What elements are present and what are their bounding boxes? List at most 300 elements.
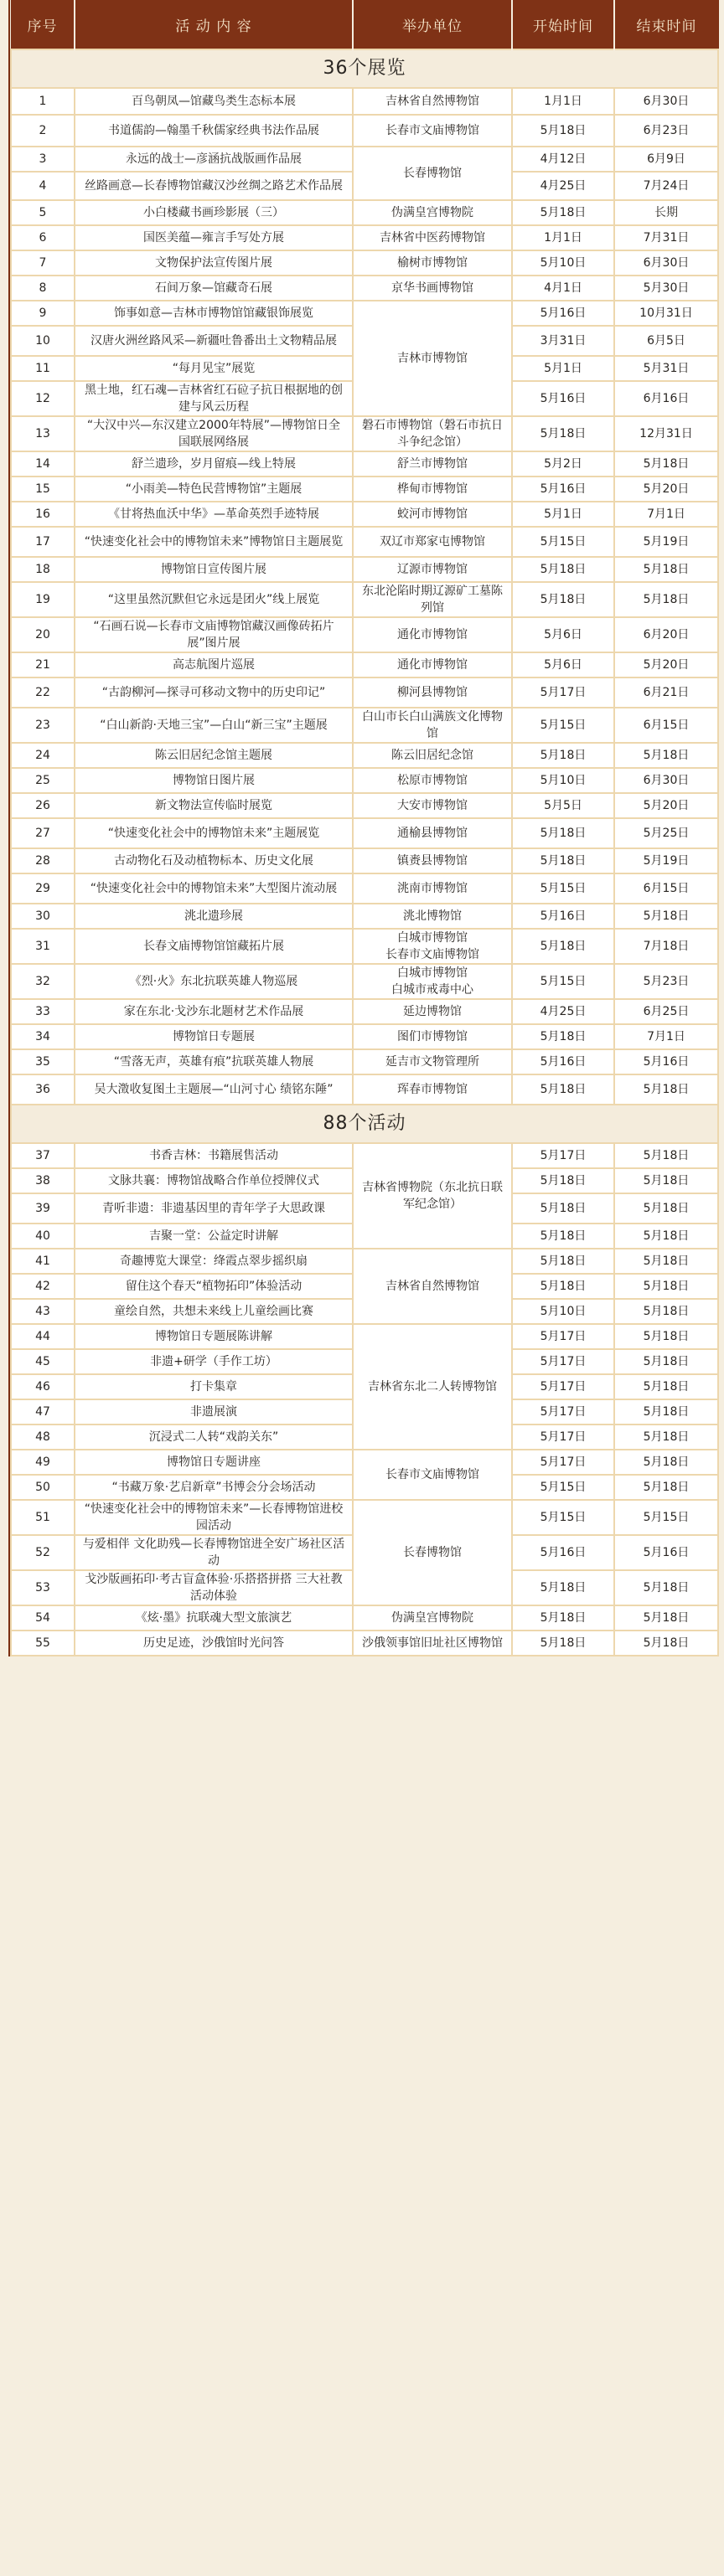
start-date: 4月25日 — [512, 999, 614, 1024]
table-row — [11, 1249, 718, 1274]
table-row — [11, 873, 718, 904]
event-title: 百鸟朝凤—馆藏鸟类生态标本展 — [75, 88, 353, 115]
table-row — [11, 1324, 718, 1349]
event-title: 文物保护法宣传图片展 — [75, 250, 353, 276]
organizer: 通化市博物馆 — [353, 652, 512, 677]
start-date: 5月18日 — [512, 1074, 614, 1105]
end-date: 5月19日 — [614, 848, 718, 873]
event-title: 博物馆日专题展 — [75, 1024, 353, 1049]
table-row — [11, 1450, 718, 1475]
organizer: 白城市博物馆 长春市文庙博物馆 — [353, 929, 512, 964]
start-date: 5月18日 — [512, 1605, 614, 1631]
start-date: 5月18日 — [512, 1168, 614, 1193]
end-date: 5月18日 — [614, 1249, 718, 1274]
section-row — [11, 49, 718, 88]
end-date: 6月15日 — [614, 708, 718, 743]
organizer: 通榆县博物馆 — [353, 818, 512, 848]
event-title: 青听非遗：非遗基因里的青年学子大思政课 — [75, 1193, 353, 1224]
table-row — [11, 1024, 718, 1049]
table-row — [11, 652, 718, 677]
row-number: 52 — [11, 1535, 75, 1570]
organizer: 吉林市博物馆 — [353, 301, 512, 416]
end-date: 6月21日 — [614, 677, 718, 708]
end-date: 5月18日 — [614, 1324, 718, 1349]
table-row — [11, 708, 718, 743]
end-date: 长期 — [614, 200, 718, 225]
event-title: “快速变化社会中的博物馆未来”主题展览 — [75, 818, 353, 848]
table-row — [11, 904, 718, 929]
row-number: 38 — [11, 1168, 75, 1193]
end-date: 6月25日 — [614, 999, 718, 1024]
organizer: 白山市长白山满族文化博物馆 — [353, 708, 512, 743]
row-number: 14 — [11, 451, 75, 477]
event-title: 石间万象—馆藏奇石展 — [75, 276, 353, 301]
row-number: 50 — [11, 1475, 75, 1500]
organizer: 洮南市博物馆 — [353, 873, 512, 904]
event-title: 饰事如意—吉林市博物馆馆藏银饰展览 — [75, 301, 353, 326]
event-title: “这里虽然沉默但它永远是团火”线上展览 — [75, 582, 353, 617]
event-title: 留住这个春天“植物拓印”体验活动 — [75, 1274, 353, 1299]
start-date: 5月15日 — [512, 527, 614, 557]
event-title: “快速变化社会中的博物馆未来”—长春博物馆进校园活动 — [75, 1500, 353, 1535]
event-title: “雪落无声，英雄有痕”抗联英雄人物展 — [75, 1049, 353, 1074]
table-row — [11, 743, 718, 768]
table-row — [11, 1074, 718, 1105]
organizer: 舒兰市博物馆 — [353, 451, 512, 477]
organizer: 延吉市文物管理所 — [353, 1049, 512, 1074]
start-date: 5月18日 — [512, 929, 614, 964]
start-date: 5月17日 — [512, 1399, 614, 1425]
row-number: 49 — [11, 1450, 75, 1475]
row-number: 54 — [11, 1605, 75, 1631]
organizer: 长春市文庙博物馆 — [353, 115, 512, 147]
organizer: 长春博物馆 — [353, 1500, 512, 1605]
event-title: 非遗展演 — [75, 1399, 353, 1425]
start-date: 5月18日 — [512, 200, 614, 225]
start-date: 5月10日 — [512, 250, 614, 276]
start-date: 5月10日 — [512, 768, 614, 793]
row-number: 32 — [11, 964, 75, 999]
event-title: 古动物化石及动植物标本、历史文化展 — [75, 848, 353, 873]
table-row — [11, 848, 718, 873]
section-row — [11, 1105, 718, 1143]
end-date: 5月18日 — [614, 451, 718, 477]
organizer: 桦甸市博物馆 — [353, 477, 512, 502]
row-number: 5 — [11, 200, 75, 225]
event-title: “石画石说—长春市文庙博物馆藏汉画像砖拓片展”图片展 — [75, 617, 353, 652]
start-date: 5月18日 — [512, 557, 614, 582]
row-number: 28 — [11, 848, 75, 873]
table-row — [11, 301, 718, 326]
end-date: 5月18日 — [614, 904, 718, 929]
start-date: 5月18日 — [512, 1024, 614, 1049]
row-number: 37 — [11, 1143, 75, 1168]
end-date: 5月18日 — [614, 1143, 718, 1168]
table-row — [11, 818, 718, 848]
organizer: 长春市文庙博物馆 — [353, 1450, 512, 1500]
start-date: 5月16日 — [512, 477, 614, 502]
end-date: 6月16日 — [614, 381, 718, 416]
table-row — [11, 451, 718, 477]
organizer: 伪满皇宫博物院 — [353, 1605, 512, 1631]
table-row — [11, 557, 718, 582]
start-date: 5月17日 — [512, 1324, 614, 1349]
event-title: 家在东北·戈沙东北题材艺术作品展 — [75, 999, 353, 1024]
event-title: 戈沙版画拓印·考古盲盒体验·乐搭搭拼搭 三大社教活动体验 — [75, 1570, 353, 1605]
start-date: 5月17日 — [512, 677, 614, 708]
organizer: 沙俄领事馆旧址社区博物馆 — [353, 1631, 512, 1656]
table-row — [11, 929, 718, 964]
row-number: 26 — [11, 793, 75, 818]
organizer: 吉林省东北二人转博物馆 — [353, 1324, 512, 1450]
row-number: 9 — [11, 301, 75, 326]
event-title: “小雨美—特色民营博物馆”主题展 — [75, 477, 353, 502]
row-number: 45 — [11, 1349, 75, 1374]
event-title: 黑土地，红石魂—吉林省红石砬子抗日根据地的创建与风云历程 — [75, 381, 353, 416]
table-row — [11, 115, 718, 147]
table-row — [11, 88, 718, 115]
end-date: 5月31日 — [614, 356, 718, 381]
row-number: 39 — [11, 1193, 75, 1224]
end-date: 5月18日 — [614, 1074, 718, 1105]
event-title: “书藏万象·艺启新章”书博会分会场活动 — [75, 1475, 353, 1500]
organizer: 白城市博物馆 白城市戒毒中心 — [353, 964, 512, 999]
organizer: 吉林省中医药博物馆 — [353, 225, 512, 250]
start-date: 5月16日 — [512, 301, 614, 326]
row-number: 48 — [11, 1425, 75, 1450]
end-date: 5月30日 — [614, 276, 718, 301]
row-number: 12 — [11, 381, 75, 416]
row-number: 21 — [11, 652, 75, 677]
end-date: 5月15日 — [614, 1500, 718, 1535]
event-title: 小白楼藏书画珍影展（三） — [75, 200, 353, 225]
table-header — [11, 0, 718, 49]
event-title: 永远的战士—彦涵抗战版画作品展 — [75, 147, 353, 172]
event-title: 洮北遗珍展 — [75, 904, 353, 929]
header-end: 结束时间 — [614, 0, 718, 49]
organizer: 伪满皇宫博物院 — [353, 200, 512, 225]
row-number: 41 — [11, 1249, 75, 1274]
end-date: 5月20日 — [614, 793, 718, 818]
table-row — [11, 582, 718, 617]
event-title: “大汉中兴—东汉建立2000年特展”—博物馆日全国联展网络展 — [75, 416, 353, 451]
start-date: 4月12日 — [512, 147, 614, 172]
end-date: 5月18日 — [614, 1168, 718, 1193]
row-number: 20 — [11, 617, 75, 652]
end-date: 5月18日 — [614, 1450, 718, 1475]
organizer: 磐石市博物馆（磐石市抗日斗争纪念馆） — [353, 416, 512, 451]
row-number: 1 — [11, 88, 75, 115]
organizer: 蛟河市博物馆 — [353, 502, 512, 527]
table-row — [11, 1049, 718, 1074]
event-title: 文脉共襄：博物馆战略合作单位授牌仪式 — [75, 1168, 353, 1193]
end-date: 6月30日 — [614, 88, 718, 115]
event-title: 博物馆日专题展陈讲解 — [75, 1324, 353, 1349]
organizer: 大安市博物馆 — [353, 793, 512, 818]
organizer: 吉林省自然博物馆 — [353, 88, 512, 115]
event-title: “快速变化社会中的博物馆未来”大型图片流动展 — [75, 873, 353, 904]
table-row — [11, 999, 718, 1024]
start-date: 5月17日 — [512, 1143, 614, 1168]
event-title: 奇趣博览大课堂：绛霞点翠步摇织扇 — [75, 1249, 353, 1274]
event-title: 沉浸式二人转“戏韵关东” — [75, 1425, 353, 1450]
row-number: 30 — [11, 904, 75, 929]
end-date: 5月18日 — [614, 1399, 718, 1425]
organizer: 通化市博物馆 — [353, 617, 512, 652]
start-date: 5月15日 — [512, 708, 614, 743]
row-number: 31 — [11, 929, 75, 964]
row-number: 16 — [11, 502, 75, 527]
organizer: 长春博物馆 — [353, 147, 512, 200]
end-date: 7月18日 — [614, 929, 718, 964]
table-row — [11, 477, 718, 502]
end-date: 6月20日 — [614, 617, 718, 652]
end-date: 5月18日 — [614, 1193, 718, 1224]
end-date: 5月25日 — [614, 818, 718, 848]
event-title: “每月见宝”展览 — [75, 356, 353, 381]
event-title: “古韵柳河—探寻可移动文物中的历史印记” — [75, 677, 353, 708]
row-number: 3 — [11, 147, 75, 172]
start-date: 5月17日 — [512, 1349, 614, 1374]
end-date: 5月18日 — [614, 1274, 718, 1299]
row-number: 53 — [11, 1570, 75, 1605]
start-date: 5月15日 — [512, 1500, 614, 1535]
organizer: 延边博物馆 — [353, 999, 512, 1024]
event-title: “快速变化社会中的博物馆未来”博物馆日主题展览 — [75, 527, 353, 557]
row-number: 6 — [11, 225, 75, 250]
end-date: 7月1日 — [614, 502, 718, 527]
row-number: 42 — [11, 1274, 75, 1299]
start-date: 5月10日 — [512, 1299, 614, 1324]
start-date: 5月6日 — [512, 652, 614, 677]
start-date: 4月25日 — [512, 172, 614, 200]
event-title: 吴大澂收复图土主题展—“山河寸心 绩铭东陲” — [75, 1074, 353, 1105]
end-date: 12月31日 — [614, 416, 718, 451]
end-date: 5月20日 — [614, 652, 718, 677]
end-date: 6月15日 — [614, 873, 718, 904]
row-number: 10 — [11, 326, 75, 356]
table-row — [11, 416, 718, 451]
start-date: 5月18日 — [512, 1193, 614, 1224]
section-title: 88个活动 — [11, 1105, 718, 1143]
organizer: 镇赉县博物馆 — [353, 848, 512, 873]
start-date: 5月15日 — [512, 964, 614, 999]
event-title: 陈云旧居纪念馆主题展 — [75, 743, 353, 768]
start-date: 5月18日 — [512, 1570, 614, 1605]
table-row — [11, 964, 718, 999]
event-title: 博物馆日宣传图片展 — [75, 557, 353, 582]
end-date: 5月18日 — [614, 1475, 718, 1500]
event-title: 打卡集章 — [75, 1374, 353, 1399]
table-row — [11, 1500, 718, 1535]
organizer: 柳河县博物馆 — [353, 677, 512, 708]
end-date: 5月23日 — [614, 964, 718, 999]
event-title: 舒兰遗珍，岁月留痕—线上特展 — [75, 451, 353, 477]
start-date: 5月18日 — [512, 1224, 614, 1249]
end-date: 10月31日 — [614, 301, 718, 326]
event-title: 丝路画意—长春博物馆藏汉沙丝绸之路艺术作品展 — [75, 172, 353, 200]
row-number: 19 — [11, 582, 75, 617]
organizer: 吉林省博物院（东北抗日联军纪念馆） — [353, 1143, 512, 1249]
table-row — [11, 793, 718, 818]
start-date: 5月18日 — [512, 1249, 614, 1274]
event-title: 《甘将热血沃中华》—革命英烈手迹特展 — [75, 502, 353, 527]
row-number: 8 — [11, 276, 75, 301]
event-title: 博物馆日专题讲座 — [75, 1450, 353, 1475]
end-date: 5月18日 — [614, 1631, 718, 1656]
event-title: 国医美蕴—雍言手写处方展 — [75, 225, 353, 250]
section-title: 36个展览 — [11, 49, 718, 88]
table-row — [11, 250, 718, 276]
organizer: 榆树市博物馆 — [353, 250, 512, 276]
start-date: 5月18日 — [512, 1274, 614, 1299]
organizer: 辽源市博物馆 — [353, 557, 512, 582]
row-number: 51 — [11, 1500, 75, 1535]
organizer: 双辽市郑家屯博物馆 — [353, 527, 512, 557]
row-number: 17 — [11, 527, 75, 557]
start-date: 5月18日 — [512, 115, 614, 147]
start-date: 5月18日 — [512, 1631, 614, 1656]
organizer: 吉林省自然博物馆 — [353, 1249, 512, 1324]
end-date: 5月20日 — [614, 477, 718, 502]
row-number: 36 — [11, 1074, 75, 1105]
row-number: 35 — [11, 1049, 75, 1074]
event-title: 吉聚一堂：公益定时讲解 — [75, 1224, 353, 1249]
organizer: 陈云旧居纪念馆 — [353, 743, 512, 768]
row-number: 15 — [11, 477, 75, 502]
start-date: 4月1日 — [512, 276, 614, 301]
end-date: 5月16日 — [614, 1049, 718, 1074]
table-body — [11, 49, 718, 1656]
start-date: 5月16日 — [512, 1535, 614, 1570]
end-date: 7月31日 — [614, 225, 718, 250]
end-date: 5月18日 — [614, 1299, 718, 1324]
event-title: 历史足迹，沙俄馆时光问答 — [75, 1631, 353, 1656]
header-no: 序号 — [11, 0, 75, 49]
table-row — [11, 1605, 718, 1631]
start-date: 5月16日 — [512, 904, 614, 929]
start-date: 5月15日 — [512, 873, 614, 904]
start-date: 5月1日 — [512, 356, 614, 381]
row-number: 18 — [11, 557, 75, 582]
start-date: 5月18日 — [512, 818, 614, 848]
start-date: 1月1日 — [512, 88, 614, 115]
organizer: 京华书画博物馆 — [353, 276, 512, 301]
end-date: 6月30日 — [614, 768, 718, 793]
start-date: 5月16日 — [512, 381, 614, 416]
row-number: 40 — [11, 1224, 75, 1249]
row-number: 43 — [11, 1299, 75, 1324]
start-date: 5月18日 — [512, 416, 614, 451]
start-date: 5月17日 — [512, 1374, 614, 1399]
end-date: 7月1日 — [614, 1024, 718, 1049]
row-number: 11 — [11, 356, 75, 381]
event-title: 高志航图片巡展 — [75, 652, 353, 677]
row-number: 34 — [11, 1024, 75, 1049]
events-table-sheet — [8, 0, 719, 1656]
organizer: 东北沦陷时期辽源矿工墓陈列馆 — [353, 582, 512, 617]
row-number: 22 — [11, 677, 75, 708]
event-title: 长春文庙博物馆馆藏拓片展 — [75, 929, 353, 964]
end-date: 5月18日 — [614, 557, 718, 582]
event-title: 书道儒韵—翰墨千秋儒家经典书法作品展 — [75, 115, 353, 147]
event-title: 《烈·火》东北抗联英雄人物巡展 — [75, 964, 353, 999]
start-date: 5月17日 — [512, 1450, 614, 1475]
row-number: 44 — [11, 1324, 75, 1349]
start-date: 5月16日 — [512, 1049, 614, 1074]
start-date: 5月1日 — [512, 502, 614, 527]
table-row — [11, 276, 718, 301]
table-row — [11, 768, 718, 793]
end-date: 7月24日 — [614, 172, 718, 200]
end-date: 5月19日 — [614, 527, 718, 557]
organizer: 珲春市博物馆 — [353, 1074, 512, 1105]
end-date: 5月16日 — [614, 1535, 718, 1570]
row-number: 46 — [11, 1374, 75, 1399]
header-content: 活 动 内 容 — [75, 0, 353, 49]
row-number: 55 — [11, 1631, 75, 1656]
start-date: 3月31日 — [512, 326, 614, 356]
row-number: 4 — [11, 172, 75, 200]
start-date: 5月17日 — [512, 1425, 614, 1450]
start-date: 5月6日 — [512, 617, 614, 652]
table-row — [11, 617, 718, 652]
row-number: 7 — [11, 250, 75, 276]
organizer: 松原市博物馆 — [353, 768, 512, 793]
end-date: 6月5日 — [614, 326, 718, 356]
organizer: 洮北博物馆 — [353, 904, 512, 929]
row-number: 23 — [11, 708, 75, 743]
start-date: 5月18日 — [512, 582, 614, 617]
table-row — [11, 200, 718, 225]
table-row — [11, 677, 718, 708]
end-date: 5月18日 — [614, 1374, 718, 1399]
event-title: 新文物法宣传临时展览 — [75, 793, 353, 818]
row-number: 33 — [11, 999, 75, 1024]
end-date: 6月30日 — [614, 250, 718, 276]
end-date: 5月18日 — [614, 582, 718, 617]
start-date: 5月18日 — [512, 743, 614, 768]
header-organizer: 举办单位 — [353, 0, 512, 49]
row-number: 13 — [11, 416, 75, 451]
end-date: 5月18日 — [614, 1224, 718, 1249]
start-date: 5月15日 — [512, 1475, 614, 1500]
event-title: 《炫·墨》抗联魂大型文旅演艺 — [75, 1605, 353, 1631]
event-title: 书香吉林：书籍展售活动 — [75, 1143, 353, 1168]
event-title: 与爱相伴 文化助残—长春博物馆进全安广场社区活动 — [75, 1535, 353, 1570]
table-row — [11, 147, 718, 172]
end-date: 6月23日 — [614, 115, 718, 147]
end-date: 5月18日 — [614, 1570, 718, 1605]
start-date: 5月2日 — [512, 451, 614, 477]
end-date: 5月18日 — [614, 1605, 718, 1631]
row-number: 27 — [11, 818, 75, 848]
row-number: 24 — [11, 743, 75, 768]
table-row — [11, 225, 718, 250]
table-row — [11, 502, 718, 527]
event-title: 博物馆日图片展 — [75, 768, 353, 793]
row-number: 2 — [11, 115, 75, 147]
event-title: 汉唐火洲丝路风采—新疆吐鲁番出土文物精品展 — [75, 326, 353, 356]
end-date: 5月18日 — [614, 743, 718, 768]
table-row — [11, 1631, 718, 1656]
events-table — [10, 0, 719, 1656]
organizer: 图们市博物馆 — [353, 1024, 512, 1049]
event-title: “白山新韵·天地三宝”—白山“新三宝”主题展 — [75, 708, 353, 743]
event-title: 非遗+研学（手作工坊） — [75, 1349, 353, 1374]
row-number: 47 — [11, 1399, 75, 1425]
end-date: 6月9日 — [614, 147, 718, 172]
